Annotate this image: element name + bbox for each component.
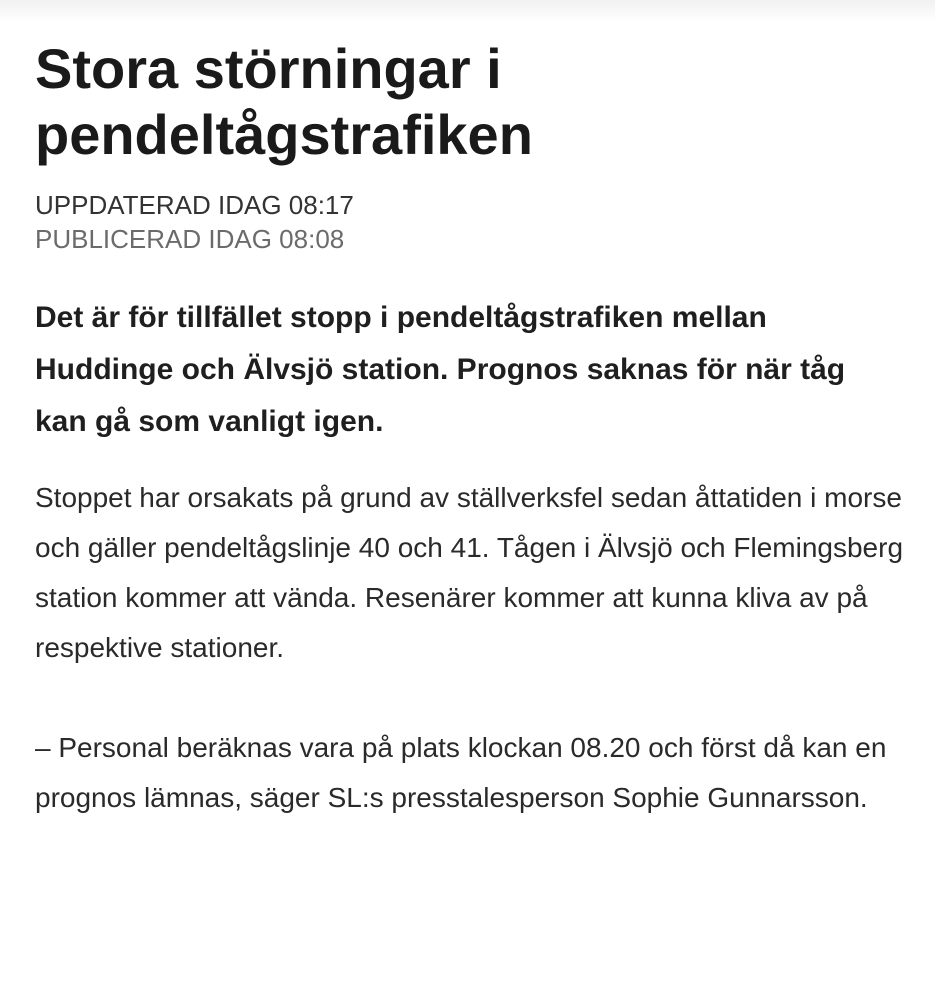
news-article bbox=[35, 36, 905, 823]
article-paragraph: Stoppet har orsakats på grund av ställverksfel sedan åttatiden i morse och gäller pendeltågslinje 40 och 41. Tågen i Älvsjö och Flemingsberg station kommer att vända. Resenärer kommer att kunna kliva av på respektive stationer. bbox=[35, 482, 904, 663]
published-timestamp: PUBLICERAD IDAG 08:08 bbox=[35, 224, 345, 254]
article-headline: Stora störningar i pendeltågstrafiken bbox=[35, 37, 533, 166]
article-paragraph-quote: – Personal beräknas vara på plats klockan 08.20 och först då kan en prognos lämnas, säger SL:s presstalesperson Sophie Gunnarsson. bbox=[35, 732, 887, 813]
article-meta bbox=[35, 188, 905, 256]
updated-timestamp: UPPDATERAD IDAG 08:17 bbox=[35, 190, 354, 220]
top-shadow bbox=[0, 0, 935, 22]
article-lead: Det är för tillfället stopp i pendeltågstrafiken mellan Huddinge och Älvsjö station. Prognos saknas för när tåg kan gå som vanligt igen. bbox=[35, 301, 846, 438]
